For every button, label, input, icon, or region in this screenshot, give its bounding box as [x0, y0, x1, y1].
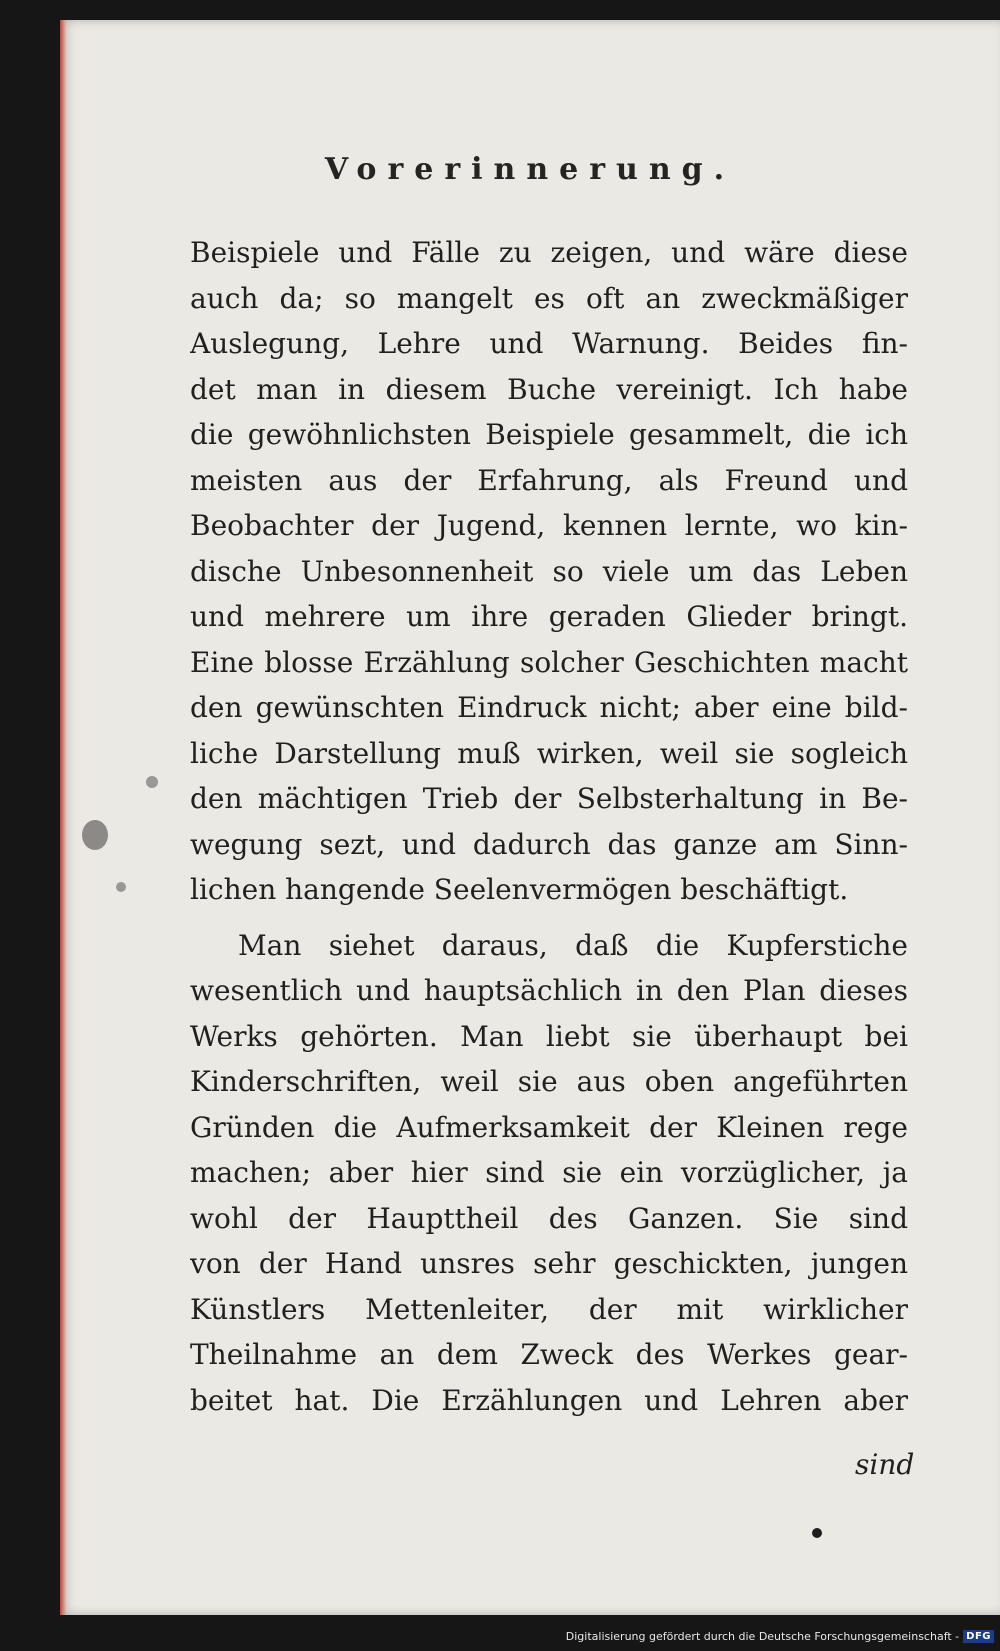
text-line: det man in diesem Buche vereinigt. Ich habe — [190, 372, 908, 406]
credit-text: Digitalisierung gefördert durch die Deutsche Forschungsgemeinschaft - — [565, 1629, 960, 1643]
text-line: dische Unbesonnenheit so viele um das Leben — [190, 554, 908, 588]
text-line: liche Darstellung muß wirken, weil sie sogleich — [190, 736, 908, 770]
text-line: meisten aus der Erfahrung, als Freund und — [190, 463, 908, 497]
text-line: Theilnahme an dem Zweck des Werkes gear- — [190, 1338, 908, 1371]
text-line: die gewöhnlichsten Beispiele gesammelt, die ich — [190, 418, 908, 451]
ink-spot — [812, 1528, 822, 1538]
page-red-edge — [60, 20, 66, 1615]
paragraph-gap — [190, 913, 908, 923]
paragraph-2 — [190, 923, 908, 1424]
book-page — [60, 20, 1000, 1615]
running-head: Vorerinnerung. — [324, 152, 736, 187]
text-line: den gewünschten Eindruck nicht; aber eine bild- — [190, 691, 908, 724]
text-line: wesentlich und hauptsächlich in den Plan dieses — [190, 974, 908, 1007]
text-line: auch da; so mangelt es oft an zweckmäßiger — [190, 281, 908, 315]
dfg-logo: DFG — [963, 1630, 994, 1643]
body-text — [190, 230, 908, 1423]
digitization-credit — [566, 1625, 994, 1647]
text-line: machen; aber hier sind sie ein vorzüglicher, ja — [190, 1156, 908, 1189]
text-line: Beobachter der Jugend, kennen lernte, wo kin- — [190, 509, 908, 542]
text-line: Werks gehörten. Man liebt sie überhaupt bei — [190, 1019, 908, 1053]
text-line: von der Hand unsres sehr geschickten, jungen — [190, 1247, 908, 1280]
text-line: Eine blosse Erzählung solcher Geschichten macht — [190, 645, 908, 679]
text-line: Künstlers Mettenleiter, der mit wirklicher — [190, 1292, 908, 1326]
ink-spot — [146, 776, 158, 788]
text-line: Beispiele und Fälle zu zeigen, und wäre diese — [190, 236, 908, 269]
catchword: sind — [855, 1448, 915, 1481]
ink-blot — [82, 820, 108, 850]
text-line: wegung sezt, und dadurch das ganze am Sinn- — [190, 827, 908, 861]
text-line: Kinderschriften, weil sie aus oben angeführten — [190, 1065, 908, 1098]
text-line: wohl der Haupttheil des Ganzen. Sie sind — [190, 1201, 908, 1235]
text-line: lichen hangende Seelenvermögen beschäftigt. — [190, 873, 849, 906]
text-line: Gründen die Aufmerksamkeit der Kleinen rege — [190, 1110, 908, 1144]
text-line: beitet hat. Die Erzählungen und Lehren aber — [190, 1383, 908, 1417]
text-line: Man siehet daraus, daß die Kupferstiche — [238, 928, 908, 962]
text-line: Auslegung, Lehre und Warnung. Beides fin- — [190, 327, 908, 360]
paragraph-1 — [190, 230, 908, 913]
text-line: und mehrere um ihre geraden Glieder bringt. — [190, 600, 908, 633]
text-line: den mächtigen Trieb der Selbsterhaltung in Be- — [190, 782, 908, 815]
ink-spot — [116, 882, 126, 892]
